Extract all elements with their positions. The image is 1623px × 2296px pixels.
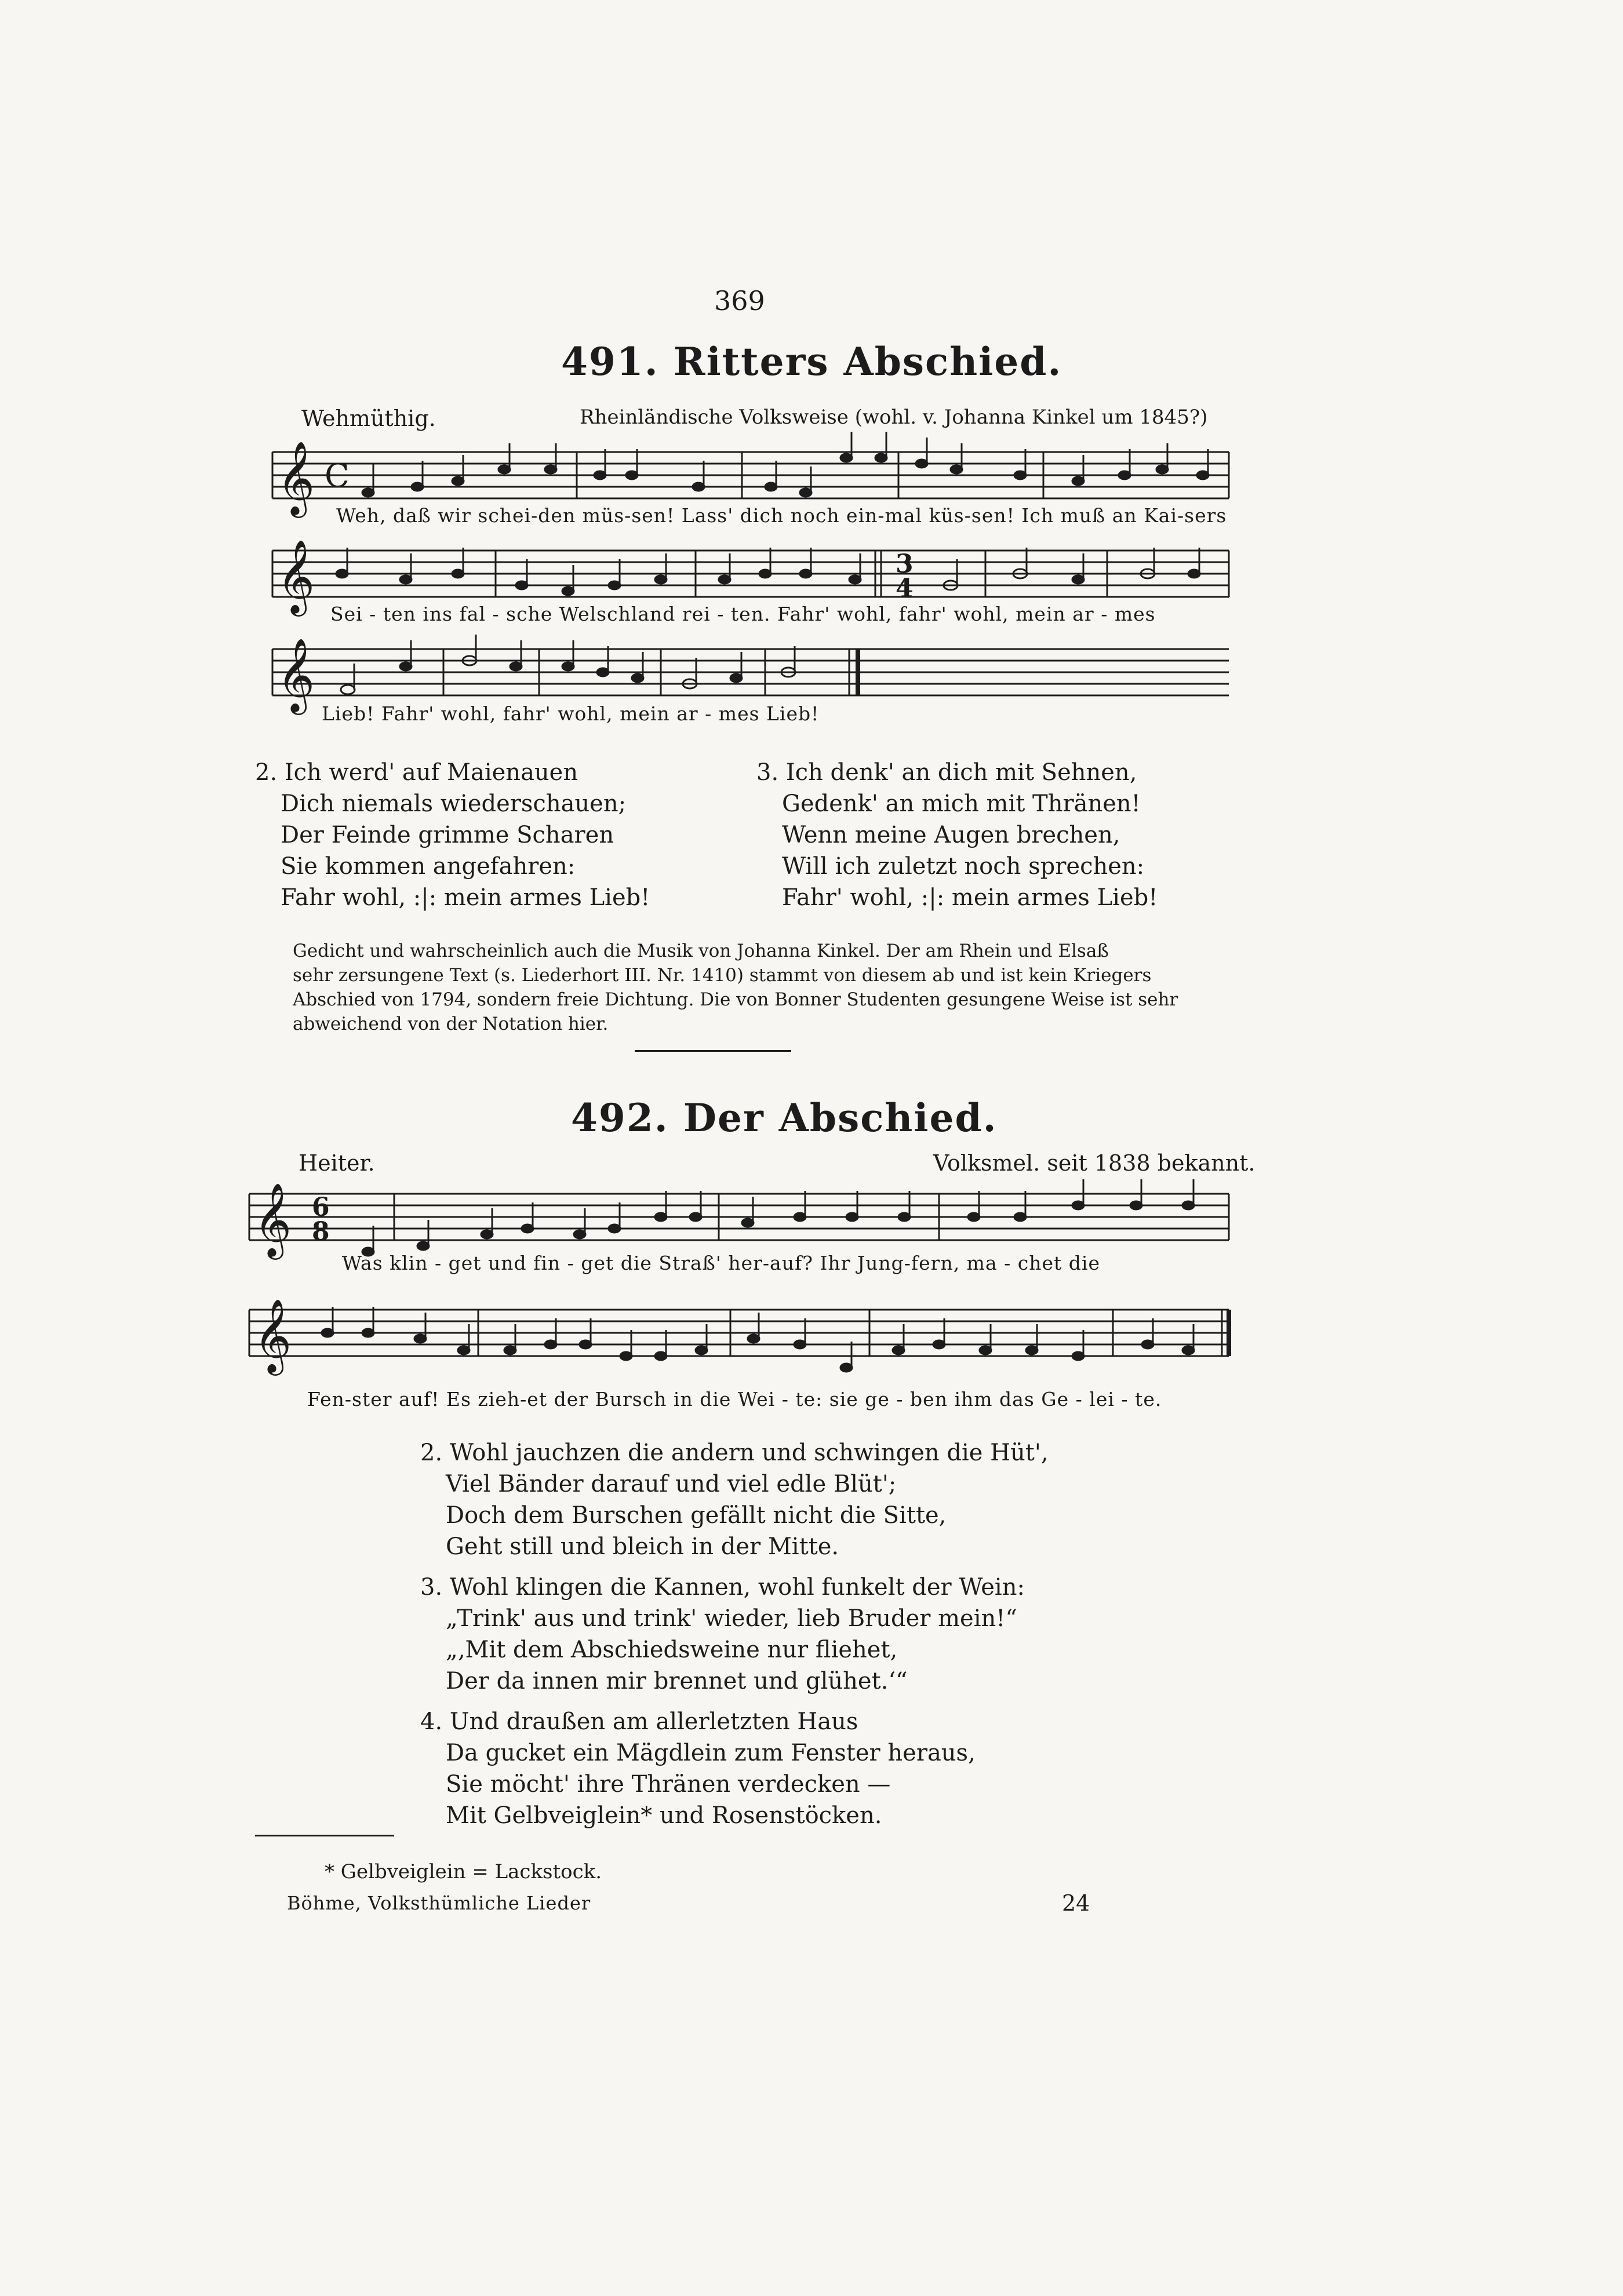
verse-line: Sie möcht' ihre Thränen verdecken — [446,1771,891,1798]
svg-text:𝄞: 𝄞 [277,440,315,515]
song-492-verse-3 [420,1572,1025,1697]
verse-line: Da gucket ein Mägdlein zum Fenster heraus, [446,1740,976,1766]
song-491-title: Ritters Abschied. [673,339,1062,384]
song-491-verse-2 [255,757,650,913]
svg-text:C: C [325,457,350,495]
verse-line: „‚Mit dem Abschiedsweine nur fliehet, [446,1637,898,1663]
verse-line: Sie kommen angefahren: [281,853,576,880]
verse-line: Viel Bänder darauf und viel edle Blüt'; [446,1471,897,1497]
verse-line: Fahr wohl, :|: mein armes Lieb! [281,884,650,911]
section-divider [635,1050,791,1052]
note-line: Gedicht und wahrscheinlich auch die Musik von Johanna Kinkel. Der am Rhein und Elsaß [293,941,1109,961]
note-line: sehr zersungene Text (s. Liederhort III. Nr. 1410) stammt von diesem ab und ist kein Kriegers [293,965,1152,986]
song-491-lyrics-1: Weh, daß wir schei-den müs-sen! Lass' dich noch ein-mal küs-sen! Ich muß an Kai-sers [336,504,1227,527]
song-492-lyrics-2: Fen-ster auf! Es zieh-et der Bursch in die Wei - te: sie ge - ben ihm das Ge - lei - te. [307,1388,1162,1411]
verse-line: Mit Gelbveiglein* und Rosenstöcken. [446,1802,882,1829]
song-491-lyrics-2: Sei - ten ins fal - sche Welschland rei - ten. Fahr' wohl, fahr' wohl, mein ar - mes [330,603,1156,625]
footnote-rule [255,1835,394,1836]
verse-line: 2. Ich werd' auf Maienauen [255,759,578,786]
time-signature-bottom: 8 [312,1217,330,1247]
song-491-note [293,939,1178,1036]
verse-line: Gedenk' an mich mit Thränen! [782,790,1141,817]
verse-line: 3. Ich denk' an dich mit Sehnen, [756,759,1137,786]
song-491-tempo: Wehmüthig. [301,406,436,431]
song-492-verse-4 [420,1706,976,1831]
verse-line: Doch dem Burschen gefällt nicht die Sitte, [446,1502,947,1529]
time-signature-top: 3 [896,549,914,579]
song-492-title: Der Abschied. [683,1095,998,1140]
verse-line: Der da innen mir brennet und glühet.‘“ [446,1668,908,1694]
verse-line: 4. Und draußen am allerletzten Haus [420,1708,858,1735]
song-491-source: Rheinländische Volksweise (wohl. v. Johanna Kinkel um 1845?) [580,406,1208,429]
verse-line: 3. Wohl klingen die Kannen, wohl funkelt der Wein: [420,1574,1025,1601]
svg-text:𝄞: 𝄞 [277,539,315,613]
song-492-source: Volksmel. seit 1838 bekannt. [933,1150,1256,1176]
song-491-verse-3 [756,757,1158,913]
song-491-heading [561,339,1062,384]
footnote: * Gelbveiglein = Lackstock. [325,1860,602,1883]
page-number: 369 [714,285,765,316]
svg-text:𝄞: 𝄞 [254,1298,292,1372]
song-492-number: 492. [571,1095,669,1140]
verse-line: Dich niemals wiederschauen; [281,790,627,817]
footer-book-title: Böhme, Volksthümliche Lieder [287,1892,591,1914]
song-492-heading [571,1095,998,1140]
song-491-lyrics-3: Lieb! Fahr' wohl, fahr' wohl, mein ar - mes Lieb! [322,702,820,725]
note-line: abweichend von der Notation hier. [293,1014,609,1034]
svg-text:𝄞: 𝄞 [254,1182,292,1256]
svg-text:𝄞: 𝄞 [277,637,315,712]
song-492-staff-2 [243,1287,1240,1391]
time-signature-bottom: 4 [896,574,914,603]
verse-line: „Trink' aus und trink' wieder, lieb Bruder mein!“ [446,1605,1017,1632]
song-492-verse-2 [420,1437,1049,1562]
time-signature-top: 6 [312,1193,330,1222]
verse-line: Fahr' wohl, :|: mein armes Lieb! [782,884,1158,911]
note-line: Abschied von 1794, sondern freie Dichtung. Die von Bonner Studenten gesungene Weise ist sehr [293,989,1178,1010]
verse-line: 2. Wohl jauchzen die andern und schwingen die Hüt', [420,1439,1049,1466]
verse-line: Der Feinde grimme Scharen [281,822,614,848]
verse-line: Wenn meine Augen brechen, [782,822,1120,848]
verse-line: Will ich zuletzt noch sprechen: [782,853,1145,880]
verse-line: Geht still und bleich in der Mitte. [446,1533,839,1560]
song-492-lyrics-1: Was klin - get und fin - get die Straß' her-auf? Ihr Jung-fern, ma - chet die [342,1252,1101,1274]
song-491-number: 491. [561,339,659,384]
song-492-tempo: Heiter. [299,1150,375,1176]
signature-number: 24 [1062,1890,1090,1916]
